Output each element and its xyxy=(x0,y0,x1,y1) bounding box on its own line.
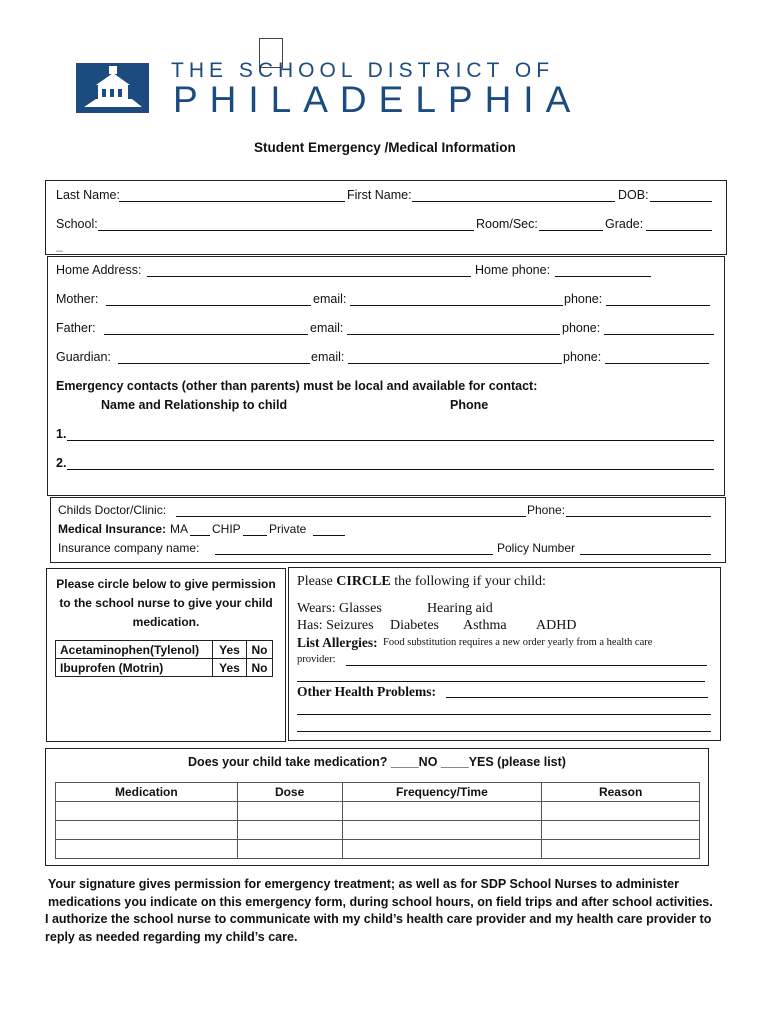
stray-mark: _ xyxy=(56,238,63,252)
medication-question: Does your child take medication? ____NO ____YES (please list) xyxy=(188,755,566,769)
permission-text xyxy=(46,575,286,632)
dose-cell[interactable] xyxy=(237,840,342,859)
mother-email-field[interactable] xyxy=(350,305,563,306)
home-phone-field[interactable] xyxy=(555,276,651,277)
other-health-field-2[interactable] xyxy=(297,714,711,715)
father-label: Father: xyxy=(56,321,96,335)
hearing-aid[interactable]: Hearing aid xyxy=(427,601,493,616)
private-field[interactable] xyxy=(313,535,345,536)
district-name-top: THE SCHOOL DISTRICT OF xyxy=(171,59,555,82)
district-name-city: PHILADELPHIA xyxy=(173,79,583,120)
frequency-cell[interactable] xyxy=(342,821,542,840)
has-seizures[interactable]: Has: Seizures xyxy=(297,618,374,633)
home-address-label: Home Address: xyxy=(56,263,142,277)
emergency-contact-1-field[interactable] xyxy=(67,440,714,441)
grade-field[interactable] xyxy=(646,230,712,231)
col-medication: Medication xyxy=(56,783,238,802)
provider-label: provider: xyxy=(297,654,336,665)
chip-field[interactable] xyxy=(243,535,267,536)
reason-cell[interactable] xyxy=(542,802,700,821)
first-name-label: First Name: xyxy=(347,188,412,202)
last-name-field[interactable] xyxy=(119,201,345,202)
reason-cell[interactable] xyxy=(542,840,700,859)
father-name-field[interactable] xyxy=(104,334,308,335)
allergies-field-2[interactable] xyxy=(297,681,705,682)
other-health-field-1[interactable] xyxy=(446,697,708,698)
emergency-contact-2-field[interactable] xyxy=(67,469,714,470)
frequency-cell[interactable] xyxy=(342,840,542,859)
mother-label: Mother: xyxy=(56,292,99,306)
drug-ibuprofen: Ibuprofen (Motrin) xyxy=(56,659,213,677)
col-dose: Dose xyxy=(237,783,342,802)
circle-word: CIRCLE xyxy=(336,574,391,589)
acetaminophen-yes[interactable]: Yes xyxy=(213,641,247,659)
acetaminophen-no[interactable]: No xyxy=(247,641,273,659)
father-phone-field[interactable] xyxy=(604,334,714,335)
guardian-email-label: email: xyxy=(311,350,345,364)
mother-email-label: email: xyxy=(313,292,347,306)
medication-cell[interactable] xyxy=(56,840,238,859)
circle-prefix: Please xyxy=(297,574,337,589)
adhd[interactable]: ADHD xyxy=(536,618,577,633)
first-name-field[interactable] xyxy=(412,201,615,202)
asthma[interactable]: Asthma xyxy=(463,618,507,633)
medication-row xyxy=(56,840,700,859)
doctor-field[interactable] xyxy=(176,516,526,517)
medication-row xyxy=(56,802,700,821)
last-name-label: Last Name: xyxy=(56,188,120,202)
school-district-logo xyxy=(76,63,149,113)
home-phone-label: Home phone: xyxy=(475,263,551,277)
col-reason: Reason xyxy=(542,783,700,802)
consent-paragraph-2: I authorize the school nurse to communicate with my child’s health care provider and my health care provider to reply as needed regarding my child’s care. xyxy=(45,912,712,944)
allergies-note: Food substitution requires a new order yearly from a health care xyxy=(383,637,653,648)
allergies-field-1[interactable] xyxy=(346,665,707,666)
room-field[interactable] xyxy=(539,230,603,231)
diabetes[interactable]: Diabetes xyxy=(390,618,439,633)
school-field[interactable] xyxy=(98,230,474,231)
guardian-label: Guardian: xyxy=(56,350,111,364)
mother-phone-field[interactable] xyxy=(606,305,710,306)
permission-line-1: Please circle below to give permission xyxy=(56,577,276,591)
insurance-company-field[interactable] xyxy=(215,554,493,555)
father-phone-label: phone: xyxy=(562,321,601,335)
guardian-email-field[interactable] xyxy=(348,363,562,364)
ibuprofen-yes[interactable]: Yes xyxy=(213,659,247,677)
guardian-phone-label: phone: xyxy=(563,350,602,364)
other-health-label: Other Health Problems: xyxy=(297,684,436,699)
chip-label: CHIP xyxy=(212,522,241,536)
medication-table xyxy=(55,782,700,859)
allergies-label: List Allergies: xyxy=(297,635,378,650)
dob-field[interactable] xyxy=(650,201,712,202)
doctor-phone-label: Phone: xyxy=(527,503,566,517)
permission-line-2: to the school nurse to give your child xyxy=(59,596,273,610)
contacts-box xyxy=(47,256,725,496)
ma-field[interactable] xyxy=(190,535,210,536)
guardian-name-field[interactable] xyxy=(118,363,310,364)
father-email-field[interactable] xyxy=(347,334,560,335)
dob-label: DOB: xyxy=(618,188,649,202)
insurance-label: Medical Insurance: xyxy=(58,522,167,536)
school-label: School: xyxy=(56,217,98,231)
grade-label: Grade: xyxy=(605,217,644,231)
permission-line-3: medication. xyxy=(132,615,200,629)
reason-cell[interactable] xyxy=(542,821,700,840)
doctor-label: Childs Doctor/Clinic: xyxy=(58,503,167,517)
medication-table-header xyxy=(56,783,700,802)
medication-cell[interactable] xyxy=(56,802,238,821)
father-email-label: email: xyxy=(310,321,344,335)
medication-cell[interactable] xyxy=(56,821,238,840)
otc-consent-table xyxy=(55,640,273,677)
dose-cell[interactable] xyxy=(237,802,342,821)
emergency-heading: Emergency contacts (other than parents) must be local and available for contact: xyxy=(56,379,538,393)
home-address-field[interactable] xyxy=(147,276,471,277)
emergency-row-2-label: 2. xyxy=(56,456,67,470)
emergency-row-1-label: 1. xyxy=(56,427,67,441)
consent-row-ibuprofen xyxy=(56,659,273,677)
guardian-phone-field[interactable] xyxy=(605,363,709,364)
name-relationship-header: Name and Relationship to child xyxy=(101,398,288,412)
form-title: Student Emergency /Medical Information xyxy=(254,140,516,155)
medication-row xyxy=(56,821,700,840)
consent-paragraph-1: Your signature gives permission for emergency treatment; as well as for SDP School Nurses to administer medications you indicate on this emergency form, during school hours, on field trips and after school activities. xyxy=(48,877,713,909)
wears-glasses[interactable]: Wears: Glasses xyxy=(297,601,382,616)
ibuprofen-no[interactable]: No xyxy=(247,659,273,677)
consent-statement xyxy=(45,876,735,946)
mother-phone-label: phone: xyxy=(564,292,603,306)
circle-suffix: the following if your child: xyxy=(390,574,546,589)
private-label: Private xyxy=(269,522,307,536)
policy-number-label: Policy Number xyxy=(497,541,576,555)
drug-acetaminophen: Acetaminophen(Tylenol) xyxy=(56,641,213,659)
col-frequency: Frequency/Time xyxy=(342,783,542,802)
dose-cell[interactable] xyxy=(237,821,342,840)
mother-name-field[interactable] xyxy=(106,305,311,306)
ma-label: MA xyxy=(170,522,188,536)
room-label: Room/Sec: xyxy=(476,217,538,231)
consent-row-acetaminophen xyxy=(56,641,273,659)
frequency-cell[interactable] xyxy=(342,802,542,821)
policy-number-field[interactable] xyxy=(580,554,711,555)
other-health-field-3[interactable] xyxy=(297,731,711,732)
emergency-phone-header: Phone xyxy=(450,398,489,412)
circle-instruction xyxy=(297,574,546,590)
doctor-phone-field[interactable] xyxy=(566,516,711,517)
insurance-company-label: Insurance company name: xyxy=(58,541,200,555)
